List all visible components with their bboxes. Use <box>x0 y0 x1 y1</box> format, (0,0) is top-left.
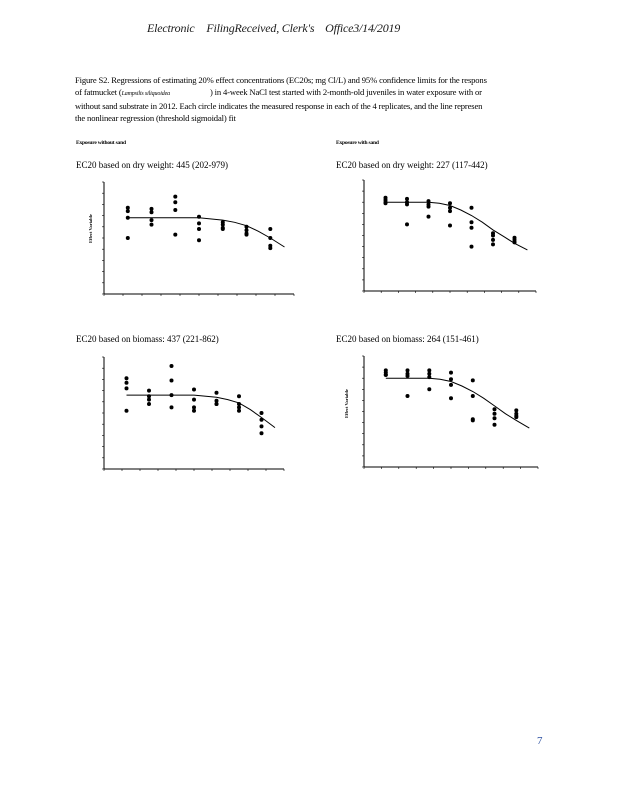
data-point <box>427 387 431 391</box>
header-date: 3/14/2019 <box>353 21 401 35</box>
data-point <box>493 407 497 411</box>
data-point <box>514 415 518 419</box>
data-point <box>427 375 431 379</box>
species-name: Lampsilis siliquoidea <box>121 91 170 97</box>
chart-title-bm-sand: EC20 based on biomass: 264 (151-461) <box>336 334 479 344</box>
header-electronic: Electronic <box>147 21 195 35</box>
chart-title-dw-sand: EC20 based on dry weight: 227 (117-442) <box>336 160 488 170</box>
data-point <box>449 377 453 381</box>
chart-title-dw-nosand: EC20 based on dry weight: 445 (202-979) <box>76 160 228 170</box>
caption-line-2-pre: of fatmucket ( <box>75 87 122 97</box>
caption-line-3: without sand substrate in 2012. Each circle indicates the measured response in each of the 4 replicates, and the line represen <box>75 101 483 111</box>
regression-fit-line <box>386 378 530 428</box>
caption-line-4: the nonlinear regression (threshold sigmoidal) fit <box>75 113 236 123</box>
data-point <box>471 418 475 422</box>
caption-line-2-post: ) in 4-week NaCl test started with 2-month-old juveniles in water exposure with or <box>209 87 482 97</box>
y-axis-label-bm-sand: Effect Variable <box>344 389 349 418</box>
caption-line-1: Figure S2. Regressions of estimating 20% effect concentrations (EC20s; mg Cl/L) and 95% confidence limits for the respons <box>75 75 487 85</box>
page-number: 7 <box>537 735 543 747</box>
header-office: Office <box>325 21 354 35</box>
data-point <box>384 373 388 377</box>
data-point <box>493 423 497 427</box>
section-label-with-sand: Exposure with sand <box>336 140 379 146</box>
header-filing: Filing <box>206 21 235 35</box>
data-point <box>493 416 497 420</box>
data-point <box>493 412 497 416</box>
data-point <box>471 394 475 398</box>
data-point <box>471 378 475 382</box>
data-point <box>449 396 453 400</box>
data-point <box>449 371 453 375</box>
header-received: Received, Clerk's <box>234 21 315 35</box>
section-label-without-sand: Exposure without sand <box>76 140 126 146</box>
data-point <box>449 383 453 387</box>
data-point <box>406 394 410 398</box>
data-point <box>406 374 410 378</box>
chart-title-bm-nosand: EC20 based on biomass: 437 (221-862) <box>76 334 219 344</box>
y-axis-label-dw-nosand: Effect Variable <box>88 214 93 243</box>
